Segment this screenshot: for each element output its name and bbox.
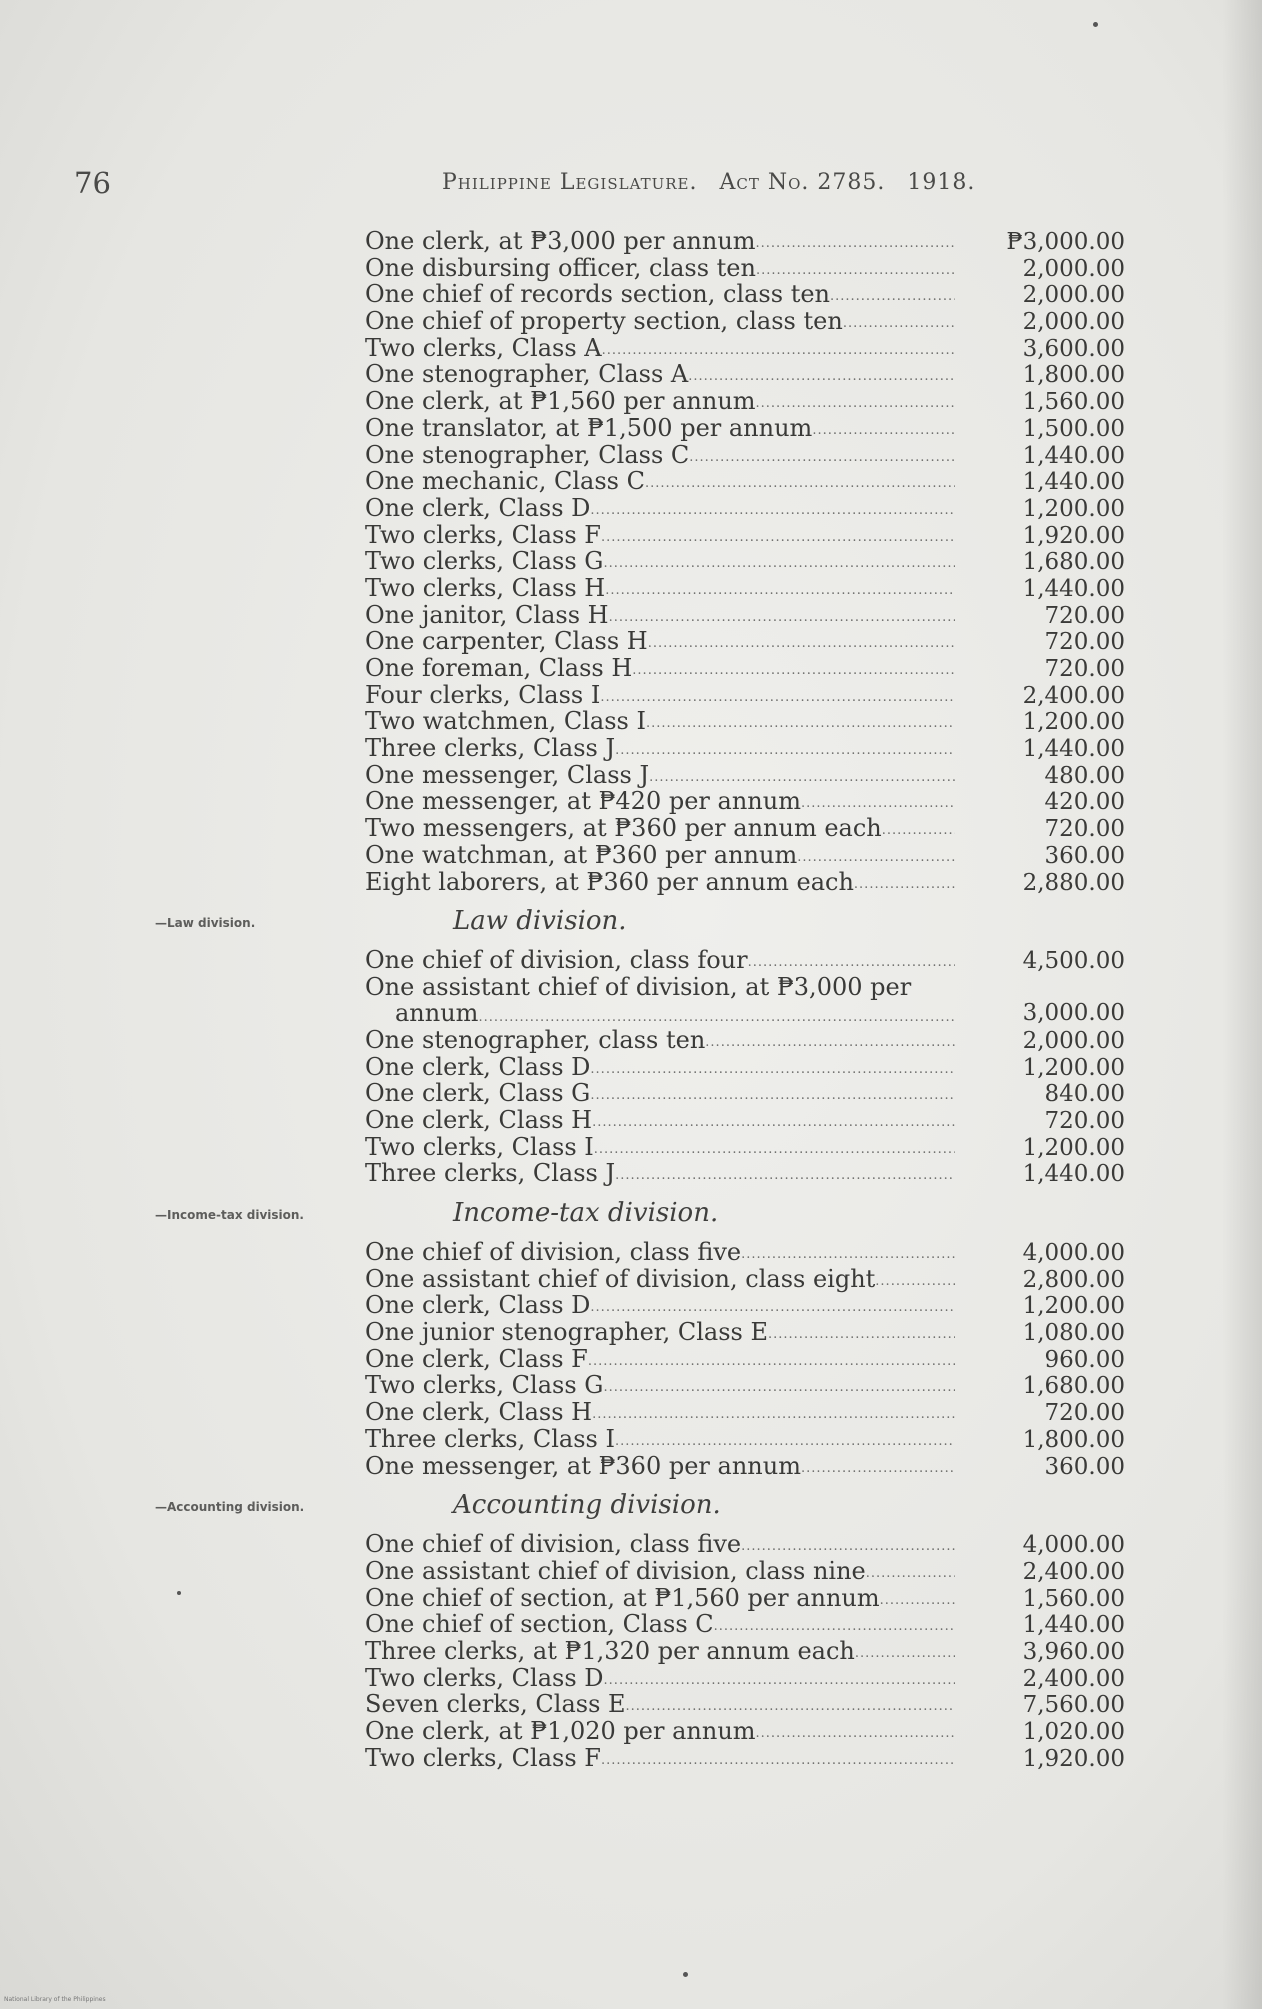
row-description-line1: One assistant chief of division, at ₱3,000 per — [365, 973, 912, 1001]
law-items — [365, 947, 1165, 1187]
page-number: 76 — [74, 166, 111, 200]
row-description: One translator, at ₱1,500 per annum ..... — [365, 415, 955, 447]
table-row — [365, 602, 1165, 629]
row-description: One clerk, Class H ..... — [365, 1399, 955, 1431]
row-amount: 1,920.00 — [1022, 522, 1125, 549]
row-amount: 720.00 — [1044, 1107, 1125, 1134]
table-row — [365, 495, 1165, 522]
accounting-items — [365, 1531, 1165, 1771]
row-description: One clerk, Class H ..... — [365, 1107, 955, 1139]
table-row — [365, 1107, 1165, 1134]
row-amount: 2,400.00 — [1022, 1558, 1125, 1585]
row-amount: 720.00 — [1044, 602, 1125, 629]
table-row — [365, 308, 1165, 335]
row-amount: 2,000.00 — [1022, 1027, 1125, 1054]
row-description: One chief of division, class five ..... — [365, 1531, 955, 1563]
row-amount: 840.00 — [1044, 1081, 1125, 1108]
appropriation-table — [365, 228, 1165, 1771]
row-description: One clerk, at ₱1,560 per annum ..... — [365, 388, 955, 420]
row-amount: 1,680.00 — [1022, 1373, 1125, 1400]
table-row — [365, 762, 1165, 789]
row-amount: 3,600.00 — [1022, 335, 1125, 362]
general-items — [365, 228, 1165, 895]
row-description: One chief of section, Class C ..... — [365, 1611, 955, 1643]
margin-note-accounting: —Accounting division. — [155, 1500, 305, 1514]
row-description: One clerk, Class D ..... — [365, 495, 955, 527]
table-row — [365, 708, 1165, 735]
table-row — [365, 1558, 1165, 1585]
row-amount: 2,800.00 — [1022, 1266, 1125, 1293]
row-amount: ₱3,000.00 — [1006, 229, 1125, 255]
table-row — [365, 575, 1165, 602]
table-row — [365, 655, 1165, 682]
table-row — [365, 548, 1165, 575]
table-row — [365, 1399, 1165, 1426]
section-heading-income-tax: Income-tax division. — [453, 1198, 719, 1228]
row-description: One clerk, at ₱1,020 per annum ..... — [365, 1718, 955, 1750]
running-head — [442, 170, 975, 195]
row-amount: 720.00 — [1044, 656, 1125, 682]
row-amount: 1,200.00 — [1022, 1054, 1125, 1081]
scan-speck — [177, 1591, 181, 1595]
table-row — [365, 842, 1165, 869]
page-edge-shadow — [1222, 0, 1262, 2009]
table-row — [365, 361, 1165, 388]
income-tax-items — [365, 1239, 1165, 1479]
table-row — [365, 1160, 1165, 1187]
table-row — [365, 815, 1165, 842]
row-description: Two clerks, Class A ..... — [365, 335, 955, 367]
row-description: Two watchmen, Class I ..... — [365, 708, 955, 740]
table-row — [365, 442, 1165, 469]
table-row — [365, 1611, 1165, 1638]
table-row — [365, 1665, 1165, 1692]
table-row — [365, 1134, 1165, 1161]
row-amount: 7,560.00 — [1022, 1692, 1125, 1719]
table-row — [365, 281, 1165, 308]
row-description: Two clerks, Class F ..... — [365, 522, 955, 554]
table-row — [365, 682, 1165, 709]
row-description: One mechanic, Class C ..... — [365, 468, 955, 500]
row-description: One carpenter, Class H ..... — [365, 628, 955, 660]
row-description: One clerk, Class F ..... — [365, 1346, 955, 1378]
row-amount: 2,000.00 — [1022, 309, 1125, 336]
row-amount: 2,000.00 — [1022, 282, 1125, 309]
row-description: One assistant chief of division, class eight ..... — [365, 1266, 955, 1298]
table-row — [365, 974, 1165, 1027]
row-amount: 360.00 — [1044, 1453, 1125, 1480]
row-description: Three clerks, Class J ..... — [365, 735, 955, 767]
row-description: One stenographer, Class A ..... — [365, 361, 955, 393]
row-description: One clerk, at ₱3,000 per annum ..... — [365, 228, 955, 260]
row-amount: 1,440.00 — [1022, 736, 1125, 763]
running-head-act: Act No. 2785. — [719, 170, 886, 195]
row-amount: 1,800.00 — [1022, 1426, 1125, 1453]
row-amount: 2,880.00 — [1022, 869, 1125, 896]
section-heading-law: Law division. — [453, 906, 627, 937]
row-description: One chief of property section, class ten ..... — [365, 308, 955, 340]
row-description: One chief of division, class five ..... — [365, 1239, 955, 1271]
row-amount: 3,960.00 — [1022, 1638, 1125, 1665]
row-description: One messenger, at ₱420 per annum ..... — [365, 788, 955, 820]
table-row — [365, 1346, 1165, 1373]
row-amount: 1,560.00 — [1022, 1585, 1125, 1612]
margin-note-income-tax: —Income-tax division. — [155, 1208, 304, 1222]
table-row — [365, 1718, 1165, 1745]
table-row — [365, 1292, 1165, 1319]
row-description: One chief of records section, class ten ..... — [365, 281, 955, 313]
table-row — [365, 1638, 1165, 1665]
row-description: Two clerks, Class G ..... — [365, 1372, 955, 1404]
table-row — [365, 628, 1165, 655]
margin-note-law: —Law division. — [155, 916, 256, 930]
table-row — [365, 1426, 1165, 1453]
scan-speck — [1093, 22, 1098, 27]
row-description: Two clerks, Class D ..... — [365, 1665, 955, 1697]
table-row — [365, 1691, 1165, 1718]
table-row — [365, 1027, 1165, 1054]
table-row — [365, 468, 1165, 495]
table-row — [365, 1239, 1165, 1266]
table-row — [365, 255, 1165, 282]
table-row — [365, 1054, 1165, 1081]
row-description: One messenger, Class J ..... — [365, 762, 955, 794]
row-amount: 720.00 — [1044, 816, 1125, 843]
table-row — [365, 1080, 1165, 1107]
row-amount: 1,080.00 — [1022, 1320, 1125, 1347]
row-amount: 1,200.00 — [1022, 1293, 1125, 1320]
row-amount: 420.00 — [1044, 789, 1125, 816]
row-amount: 4,500.00 — [1022, 948, 1125, 975]
row-description: One chief of section, at ₱1,560 per annum ..... — [365, 1585, 955, 1617]
running-head-publication: Philippine Legislature. — [442, 170, 698, 195]
table-row — [365, 335, 1165, 362]
row-amount: 720.00 — [1044, 1400, 1125, 1427]
table-row — [365, 788, 1165, 815]
row-description: One stenographer, Class C ..... — [365, 442, 955, 474]
row-description: One watchman, at ₱360 per annum ..... — [365, 842, 955, 874]
table-row — [365, 869, 1165, 896]
row-amount: 1,200.00 — [1022, 1134, 1125, 1161]
table-row — [365, 947, 1165, 974]
row-amount: 1,020.00 — [1022, 1719, 1125, 1745]
row-description: One clerk, Class D ..... — [365, 1054, 955, 1086]
row-amount: 1,440.00 — [1022, 442, 1125, 469]
row-amount: 1,680.00 — [1022, 549, 1125, 576]
row-amount: 1,200.00 — [1022, 495, 1125, 522]
row-amount: 2,000.00 — [1022, 255, 1125, 282]
row-amount: 3,000.00 — [1022, 1000, 1125, 1027]
table-row — [365, 1372, 1165, 1399]
table-row — [365, 1531, 1165, 1558]
row-description: Two clerks, Class G ..... — [365, 548, 955, 580]
row-description: One messenger, at ₱360 per annum ..... — [365, 1453, 955, 1485]
table-row — [365, 1266, 1165, 1293]
row-description — [365, 974, 955, 1027]
row-amount: 1,440.00 — [1022, 575, 1125, 602]
row-amount: 480.00 — [1044, 762, 1125, 789]
row-description: One chief of division, class four ..... — [365, 947, 955, 979]
row-amount: 1,200.00 — [1022, 709, 1125, 736]
row-amount: 1,920.00 — [1022, 1745, 1125, 1772]
row-amount: 1,440.00 — [1022, 1161, 1125, 1188]
table-row — [365, 1745, 1165, 1772]
row-amount: 2,400.00 — [1022, 1665, 1125, 1692]
row-description: Seven clerks, Class E ..... — [365, 1691, 955, 1723]
row-description: One assistant chief of division, class nine ..... — [365, 1558, 955, 1590]
row-amount: 1,440.00 — [1022, 469, 1125, 496]
row-description: Three clerks, Class I ..... — [365, 1426, 955, 1458]
row-description: One janitor, Class H ..... — [365, 602, 955, 634]
row-description: One foreman, Class H ..... — [365, 655, 955, 687]
scan-speck — [683, 1972, 688, 1977]
row-description: Three clerks, at ₱1,320 per annum each ..... — [365, 1638, 955, 1670]
row-amount: 720.00 — [1044, 629, 1125, 656]
row-description: Three clerks, Class J ..... — [365, 1160, 955, 1192]
row-description: Two clerks, Class I ..... — [365, 1134, 955, 1166]
table-row — [365, 228, 1165, 255]
row-description: Two clerks, Class H ..... — [365, 575, 955, 607]
section-heading-accounting: Accounting division. — [453, 1490, 721, 1521]
library-imprint: National Library of the Philippines — [4, 1996, 106, 2003]
table-row — [365, 1585, 1165, 1612]
row-amount: 2,400.00 — [1022, 682, 1125, 709]
row-description: One clerk, Class D ..... — [365, 1292, 955, 1324]
table-row — [365, 1453, 1165, 1480]
row-description: One clerk, Class G ..... — [365, 1080, 955, 1112]
row-amount: 1,500.00 — [1022, 415, 1125, 442]
row-description: One stenographer, class ten ..... — [365, 1027, 955, 1059]
table-row — [365, 388, 1165, 415]
row-amount: 1,560.00 — [1022, 389, 1125, 416]
table-row — [365, 522, 1165, 549]
row-description: Two messengers, at ₱360 per annum each ..... — [365, 815, 955, 847]
row-amount: 4,000.00 — [1022, 1240, 1125, 1266]
table-row — [365, 1319, 1165, 1346]
row-description: Four clerks, Class I ..... — [365, 682, 955, 714]
table-row — [365, 735, 1165, 762]
running-head-year: 1918. — [907, 170, 976, 195]
row-amount: 360.00 — [1044, 842, 1125, 869]
row-description: Two clerks, Class F ..... — [365, 1745, 955, 1777]
row-description: One disbursing officer, class ten ..... — [365, 255, 955, 287]
row-description: Eight laborers, at ₱360 per annum each ..... — [365, 869, 955, 901]
row-amount: 960.00 — [1044, 1346, 1125, 1373]
row-description-line2: annum ..... — [365, 1000, 955, 1027]
row-amount: 4,000.00 — [1022, 1532, 1125, 1559]
row-description: One junior stenographer, Class E ..... — [365, 1319, 955, 1351]
row-amount: 1,800.00 — [1022, 362, 1125, 389]
table-row — [365, 415, 1165, 442]
row-amount: 1,440.00 — [1022, 1612, 1125, 1639]
